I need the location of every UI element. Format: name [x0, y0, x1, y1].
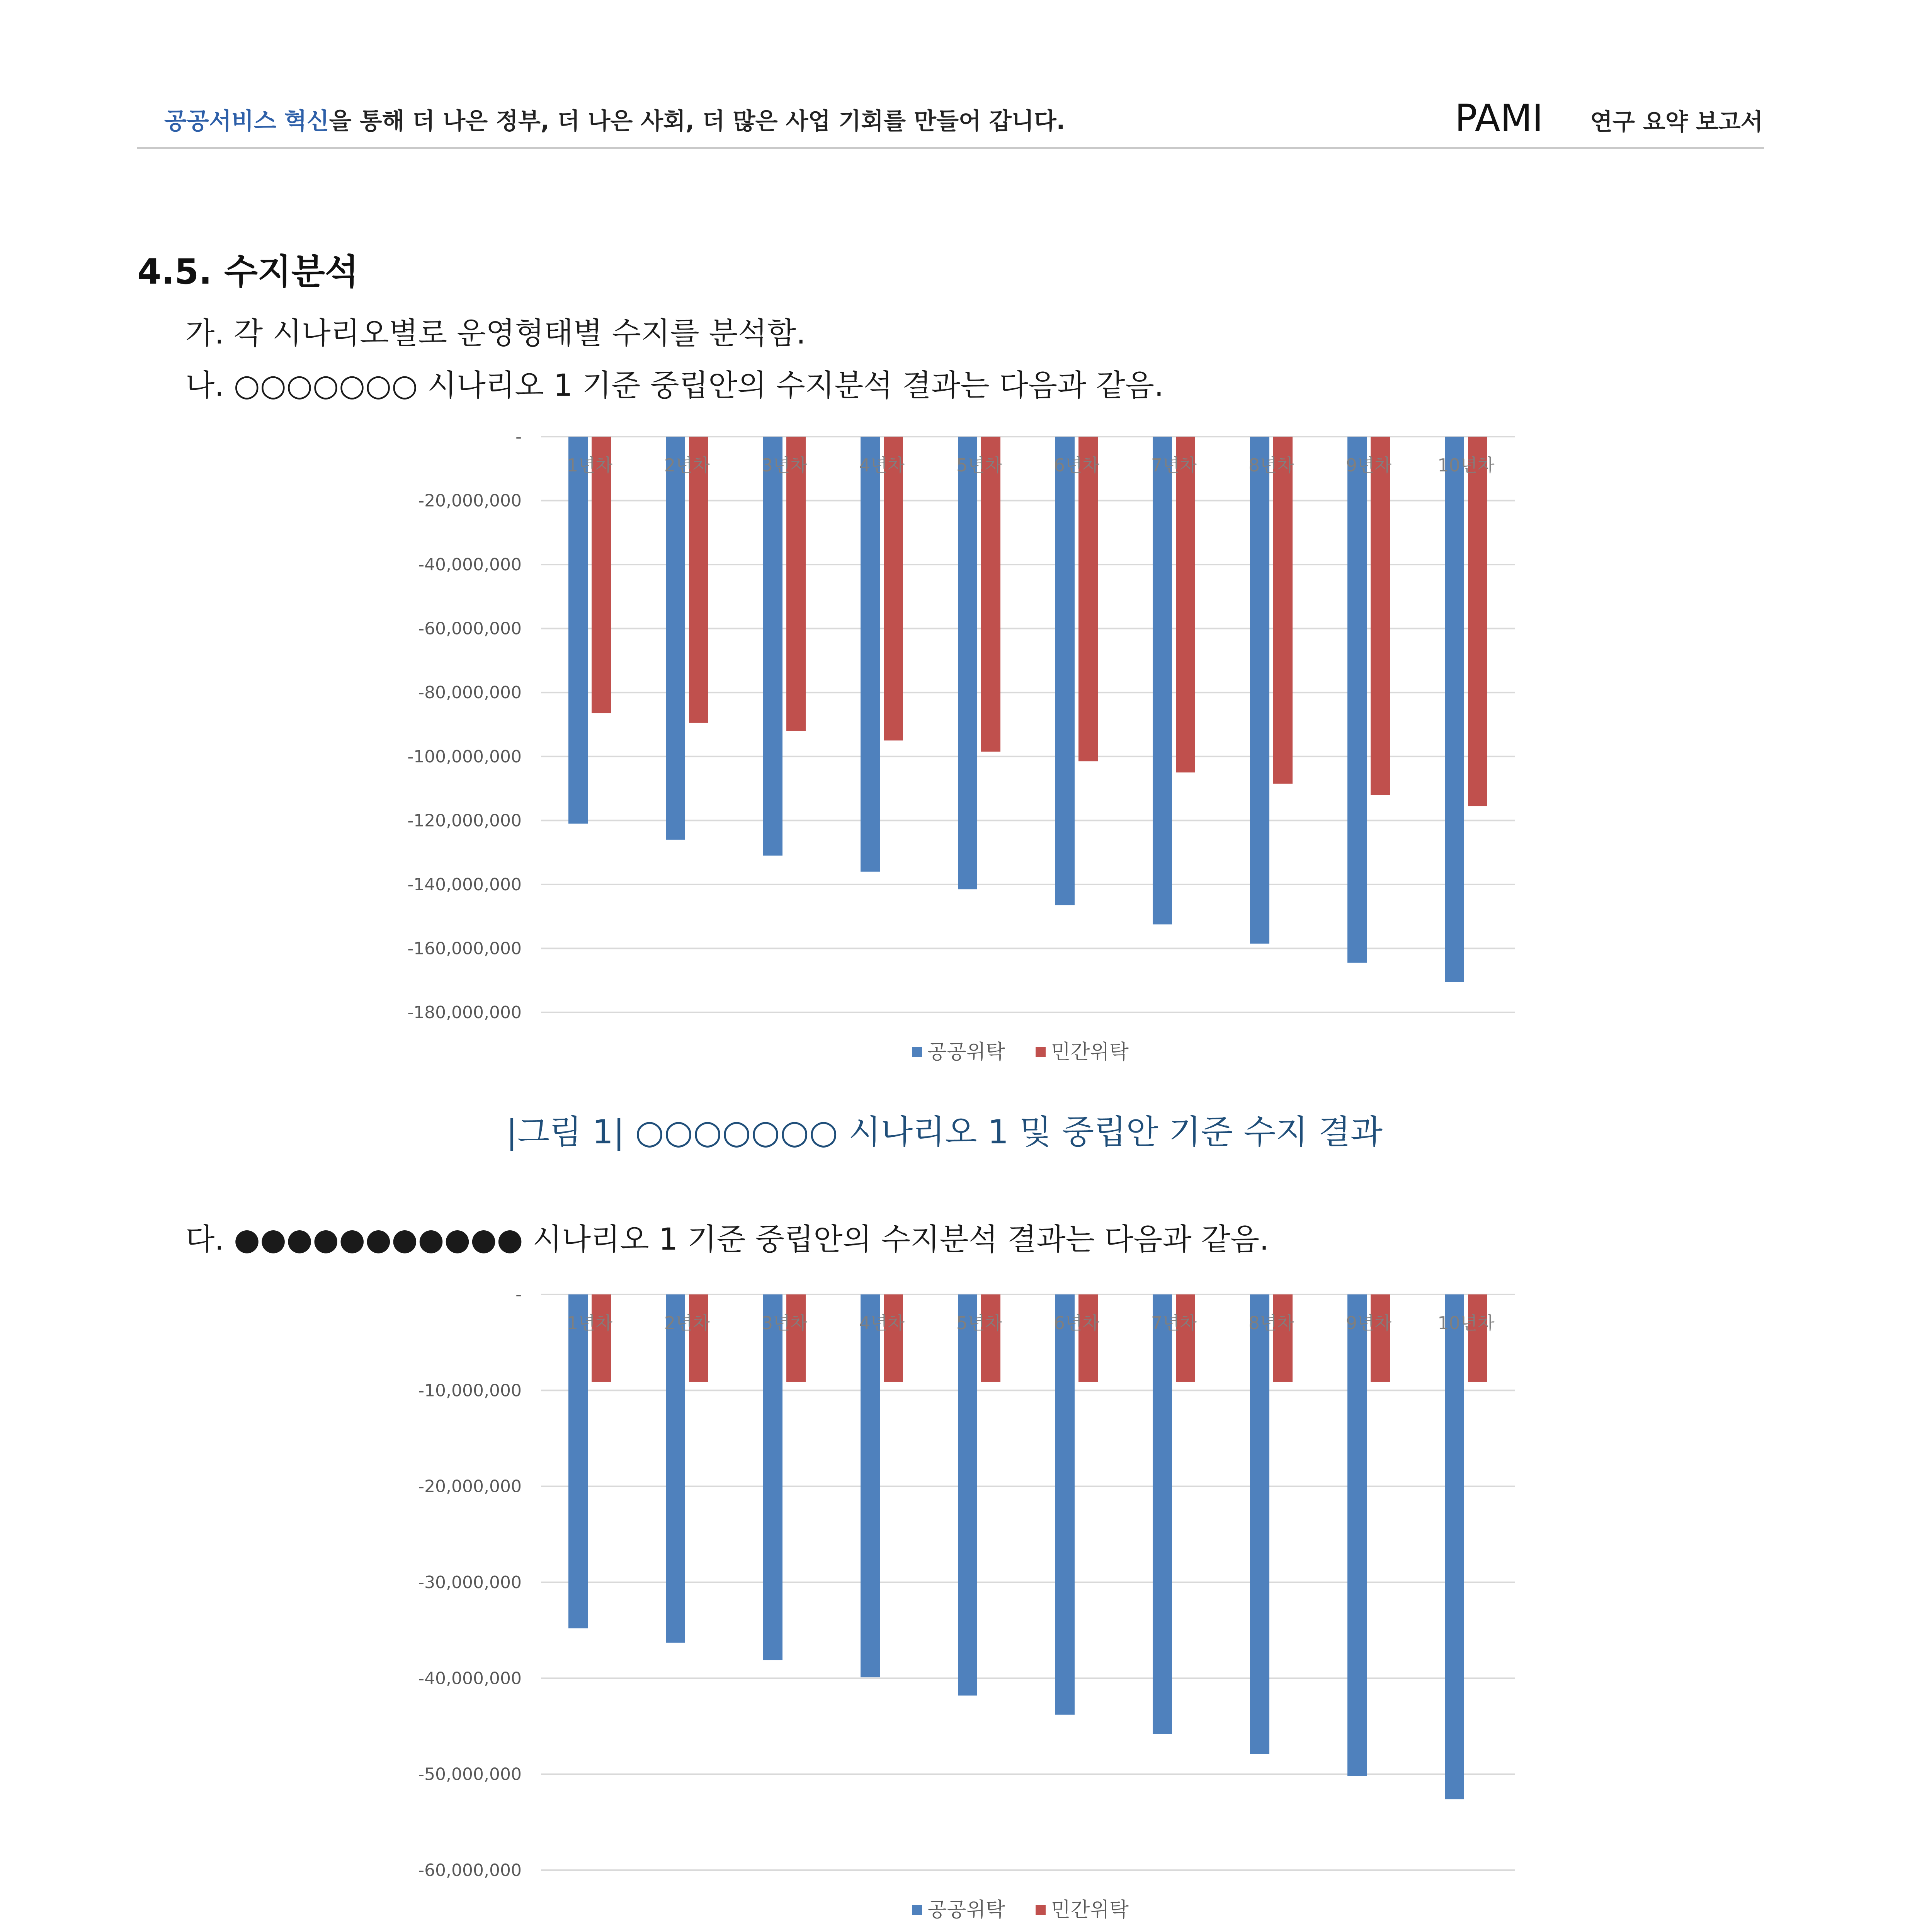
x-tick-label: 6년차	[1053, 1313, 1100, 1333]
page-header	[137, 93, 1764, 149]
bar-private	[1273, 437, 1293, 784]
bar-private	[689, 1294, 708, 1382]
bar-private	[884, 437, 903, 740]
x-tick-label: 3년차	[761, 1313, 808, 1333]
y-tick-label: -60,000,000	[418, 1861, 522, 1880]
x-tick-label: 9년차	[1345, 1313, 1392, 1333]
bar-private	[1078, 437, 1098, 761]
section-title: 4.5. 수지분석	[137, 252, 359, 292]
chart-scenario-1-a	[386, 417, 1530, 1074]
bar-public	[666, 1294, 685, 1643]
x-tick-label: 6년차	[1053, 455, 1100, 476]
x-tick-label: 5년차	[956, 455, 1002, 476]
bar-public	[666, 437, 685, 840]
bar-public	[1445, 1294, 1464, 1799]
paragraph-b: 나. ○○○○○○○ 시나리오 1 기준 중립안의 수지분석 결과는 다음과 같음.	[185, 368, 1164, 403]
bar-public	[1055, 1294, 1075, 1715]
y-tick-label: -160,000,000	[407, 939, 522, 959]
x-tick-label: 2년차	[664, 455, 710, 476]
bar-public	[958, 437, 977, 889]
bar-public	[1347, 1294, 1367, 1776]
bar-public	[763, 1294, 782, 1660]
tagline-rest: 을 통해 더 나은 정부, 더 나은 사회, 더 많은 사업 기회를 만들어 갑니다.	[329, 108, 1065, 135]
y-tick-label: -40,000,000	[418, 555, 522, 575]
figure-1-caption: |그림 1| ○○○○○○○ 시나리오 1 및 중립안 기준 수지 결과	[506, 1113, 1383, 1151]
bar-private	[592, 1294, 611, 1382]
x-tick-label: 7년차	[1151, 1313, 1197, 1333]
bar-public	[1445, 437, 1464, 982]
y-tick-label: -	[515, 1285, 522, 1304]
paragraph-c: 다. ●●●●●●●●●●● 시나리오 1 기준 중립안의 수지분석 결과는 다음과 같음.	[185, 1222, 1269, 1257]
y-tick-label: -180,000,000	[407, 1003, 522, 1022]
x-tick-label: 7년차	[1151, 455, 1197, 476]
chart-scenario-1-b	[386, 1275, 1530, 1932]
bar-public	[1153, 437, 1172, 924]
bar-private	[1078, 1294, 1098, 1382]
y-tick-label: -120,000,000	[407, 811, 522, 831]
x-tick-label: 8년차	[1248, 1313, 1294, 1333]
x-tick-label: 5년차	[956, 1313, 1002, 1333]
bar-private	[1371, 437, 1390, 795]
x-tick-label: 2년차	[664, 1313, 710, 1333]
x-tick-label: 4년차	[859, 455, 905, 476]
legend-swatch	[1036, 1905, 1046, 1915]
bar-private	[1468, 1294, 1487, 1382]
bar-public	[568, 1294, 588, 1628]
x-tick-label: 3년차	[761, 455, 808, 476]
y-tick-label: -	[515, 427, 522, 447]
bar-public	[1055, 437, 1075, 905]
legend-label: 민간위탁	[1051, 1898, 1129, 1922]
y-tick-label: -100,000,000	[407, 747, 522, 767]
y-tick-label: -20,000,000	[418, 1476, 522, 1497]
y-tick-label: -20,000,000	[418, 491, 522, 511]
x-tick-label: 1년차	[566, 455, 613, 476]
bar-private	[1371, 1294, 1390, 1382]
bar-private	[1176, 437, 1195, 772]
bar-private	[786, 1294, 806, 1382]
legend-swatch	[912, 1047, 922, 1057]
tagline-accent: 공공서비스 혁신	[164, 108, 329, 135]
bar-public	[1250, 437, 1269, 944]
y-tick-label: -60,000,000	[418, 619, 522, 639]
x-tick-label: 8년차	[1248, 455, 1294, 476]
bar-private	[1273, 1294, 1293, 1382]
bar-public	[568, 437, 588, 824]
bar-public	[1347, 437, 1367, 963]
bar-private	[981, 1294, 1000, 1382]
x-tick-label: 9년차	[1345, 455, 1392, 476]
bar-private	[1468, 437, 1487, 806]
paragraph-a: 가. 각 시나리오별로 운영형태별 수지를 분석함.	[185, 316, 806, 351]
x-tick-label: 10년차	[1437, 455, 1495, 476]
x-tick-label: 1년차	[566, 1313, 613, 1333]
x-tick-label: 4년차	[859, 1313, 905, 1333]
bar-public	[861, 437, 880, 872]
legend-label: 민간위탁	[1051, 1041, 1129, 1064]
y-tick-label: -10,000,000	[418, 1381, 522, 1401]
bar-private	[786, 437, 806, 731]
bar-private	[592, 437, 611, 713]
brand-logo-text: PAMI	[1455, 97, 1543, 140]
header-tagline	[164, 103, 1065, 136]
y-tick-label: -140,000,000	[407, 874, 522, 895]
bar-public	[958, 1294, 977, 1696]
legend-swatch	[912, 1905, 922, 1915]
bar-public	[861, 1294, 880, 1677]
legend-label: 공공위탁	[927, 1041, 1005, 1064]
report-label: 연구 요약 보고서	[1590, 109, 1763, 136]
y-tick-label: -30,000,000	[418, 1573, 522, 1592]
legend-swatch	[1036, 1047, 1046, 1057]
bar-public	[763, 437, 782, 855]
bar-private	[1176, 1294, 1195, 1382]
bar-public	[1250, 1294, 1269, 1754]
x-tick-label: 10년차	[1437, 1313, 1495, 1333]
y-tick-label: -50,000,000	[418, 1764, 522, 1784]
y-tick-label: -40,000,000	[418, 1668, 522, 1689]
bar-private	[884, 1294, 903, 1382]
bar-private	[981, 437, 1000, 752]
bar-public	[1153, 1294, 1172, 1734]
bar-private	[689, 437, 708, 723]
legend-label: 공공위탁	[927, 1898, 1005, 1922]
y-tick-label: -80,000,000	[418, 683, 522, 703]
